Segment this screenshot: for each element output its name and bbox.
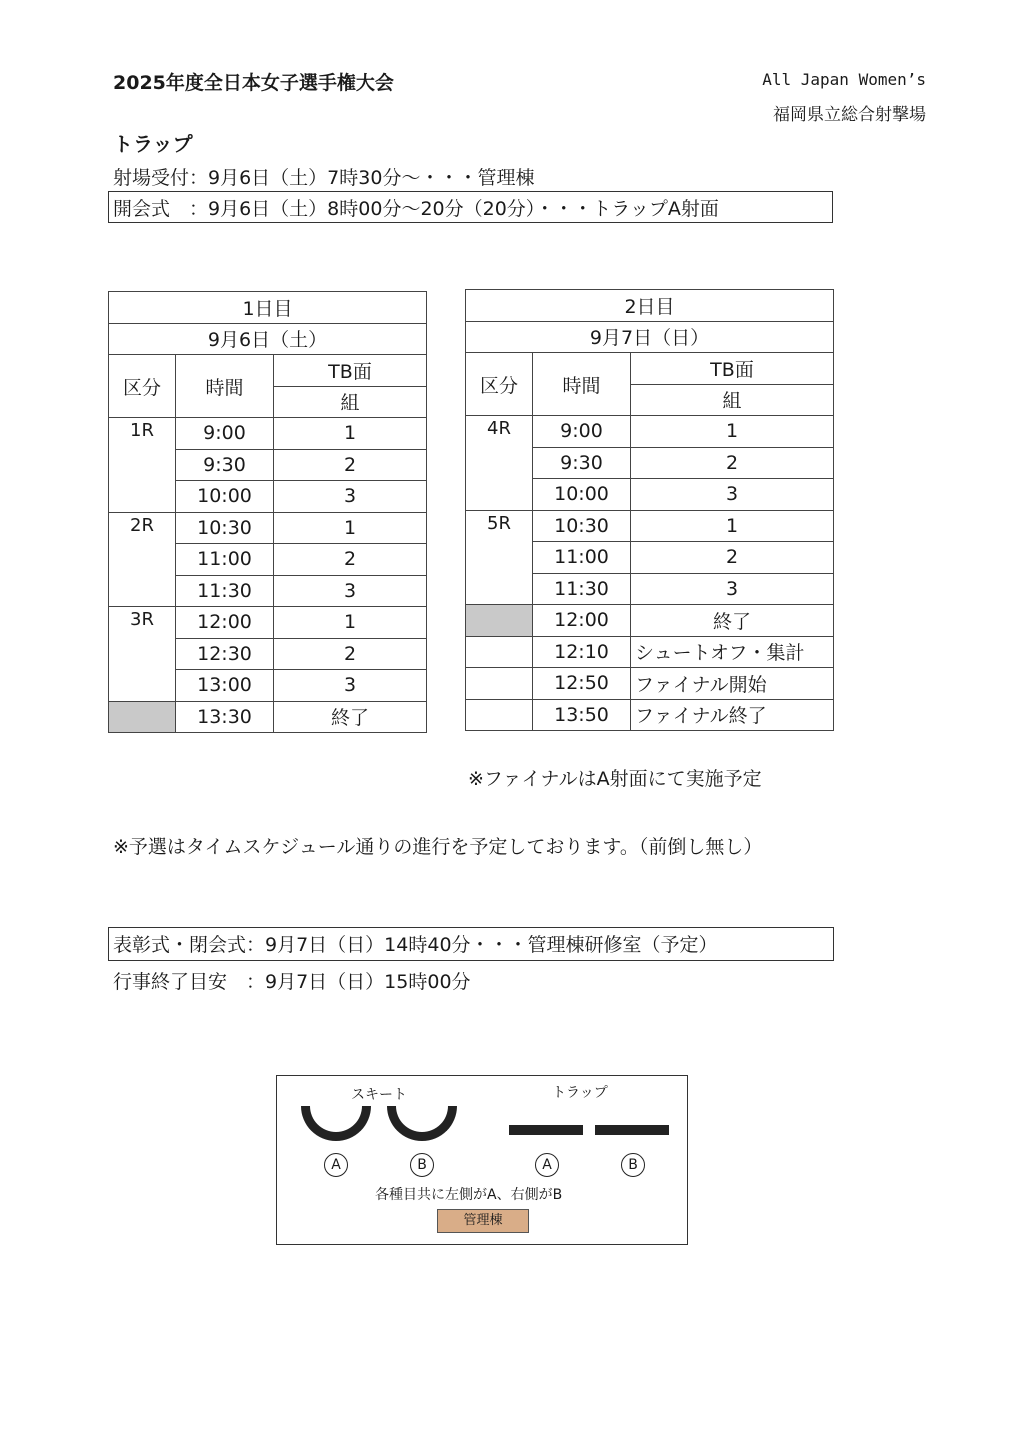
time-cell: 11:30 <box>533 573 631 605</box>
time-cell: 12:10 <box>533 636 631 668</box>
round-label: 5R <box>466 510 533 605</box>
group-cell: 2 <box>274 638 427 670</box>
skeet-a-marker: A <box>324 1153 348 1177</box>
group-cell: 3 <box>631 479 834 511</box>
group-cell: 2 <box>274 449 427 481</box>
group-cell: 2 <box>274 544 427 576</box>
time-cell: 13:50 <box>533 699 631 731</box>
group-cell: 1 <box>274 512 427 544</box>
trap-field-b-icon <box>595 1125 669 1135</box>
col-kumi: 組 <box>631 384 834 416</box>
group-cell: 1 <box>631 510 834 542</box>
empty-cell <box>466 668 533 700</box>
time-cell: 11:00 <box>176 544 274 576</box>
group-cell: 3 <box>631 573 834 605</box>
col-kumi: 組 <box>274 386 427 418</box>
range-layout-diagram <box>276 1075 688 1245</box>
group-cell: 1 <box>274 418 427 450</box>
day2-schedule-table <box>465 289 834 731</box>
prelim-note: ※予選はタイムスケジュール通りの進行を予定しております。（前倒し無し） <box>113 836 763 858</box>
col-kubun: 区分 <box>466 353 533 416</box>
group-cell: 終了 <box>274 701 427 733</box>
time-cell: 12:30 <box>176 638 274 670</box>
trap-field-a-icon <box>509 1125 583 1135</box>
day1-label: 1日目 <box>109 292 427 324</box>
col-time: 時間 <box>533 353 631 416</box>
empty-cell <box>466 699 533 731</box>
group-cell: 終了 <box>631 605 834 637</box>
empty-shaded-cell <box>466 605 533 637</box>
round-label: 4R <box>466 416 533 511</box>
group-cell: 3 <box>274 670 427 702</box>
event-heading: トラップ <box>113 132 193 156</box>
group-cell: シュートオフ・集計 <box>631 636 834 668</box>
time-cell: 13:30 <box>176 701 274 733</box>
day2-label: 2日目 <box>466 290 834 322</box>
reception-line: 射場受付：9月6日（土）7時30分～・・・管理棟 <box>113 167 535 189</box>
skeet-b-marker: B <box>410 1153 434 1177</box>
time-cell: 10:30 <box>176 512 274 544</box>
final-note: ※ファイナルはA射面にて実施予定 <box>468 768 762 790</box>
skeet-label: スキート <box>351 1087 407 1103</box>
time-cell: 11:00 <box>533 542 631 574</box>
empty-shaded-cell <box>109 701 176 733</box>
day1-schedule-table <box>108 291 427 733</box>
round-label: 3R <box>109 607 176 702</box>
group-cell: 2 <box>631 542 834 574</box>
time-cell: 10:00 <box>176 481 274 513</box>
group-cell: 1 <box>631 416 834 448</box>
time-cell: 11:30 <box>176 575 274 607</box>
group-cell: 1 <box>274 607 427 639</box>
day2-date: 9月7日（日） <box>466 321 834 353</box>
time-cell: 9:30 <box>533 447 631 479</box>
venue-name: 福岡県立総合射撃場 <box>773 105 926 125</box>
time-cell: 12:00 <box>176 607 274 639</box>
time-cell: 12:50 <box>533 668 631 700</box>
management-building: 管理棟 <box>437 1209 529 1233</box>
time-cell: 13:00 <box>176 670 274 702</box>
time-cell: 9:30 <box>176 449 274 481</box>
time-cell: 9:00 <box>533 416 631 448</box>
col-tb: TB面 <box>274 355 427 387</box>
time-cell: 12:00 <box>533 605 631 637</box>
trap-label: トラップ <box>552 1085 608 1101</box>
opening-ceremony-line: 開会式 ：9月6日（土）8時00分～20分（20分）・・・トラップA射面 <box>108 191 833 223</box>
col-time: 時間 <box>176 355 274 418</box>
group-cell: 3 <box>274 481 427 513</box>
group-cell: ファイナル終了 <box>631 699 834 731</box>
document-title: 2025年度全日本女子選手権大会 <box>113 72 394 94</box>
diagram-caption: 各種目共に左側がA、右側がB <box>375 1187 563 1203</box>
end-estimate-line: 行事終了目安 ：9月7日（日）15時00分 <box>113 971 471 993</box>
time-cell: 10:30 <box>533 510 631 542</box>
group-cell: 3 <box>274 575 427 607</box>
ceremony-line: 表彰式・閉会式：9月7日（日）14時40分・・・管理棟研修室（予定） <box>108 927 834 961</box>
time-cell: 9:00 <box>176 418 274 450</box>
col-tb: TB面 <box>631 353 834 385</box>
group-cell: 2 <box>631 447 834 479</box>
skeet-field-a-icon <box>301 1106 371 1141</box>
trap-a-marker: A <box>535 1153 559 1177</box>
round-label: 2R <box>109 512 176 607</box>
skeet-field-b-icon <box>387 1106 457 1141</box>
round-label: 1R <box>109 418 176 513</box>
time-cell: 10:00 <box>533 479 631 511</box>
day1-date: 9月6日（土） <box>109 323 427 355</box>
english-title: All Japan Women’s <box>762 70 926 89</box>
trap-b-marker: B <box>621 1153 645 1177</box>
group-cell: ファイナル開始 <box>631 668 834 700</box>
empty-cell <box>466 636 533 668</box>
col-kubun: 区分 <box>109 355 176 418</box>
